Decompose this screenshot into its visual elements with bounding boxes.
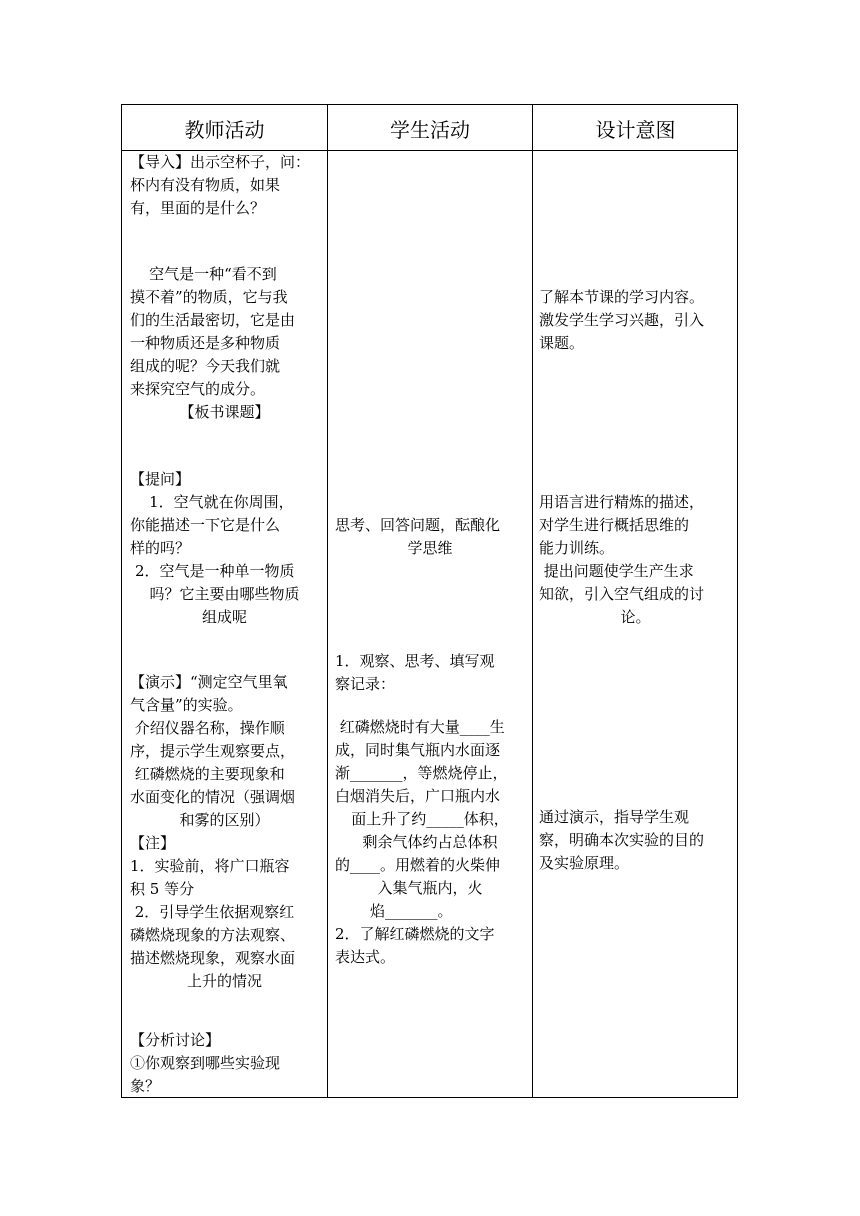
text-line: 2．空气是一种单一物质 [135,562,295,580]
text-line: 1．实验前，将广口瓶容 [130,857,290,875]
text-line: 1．观察、思考、填写观 [335,652,495,670]
text-line: 描述燃烧现象，观察水面 [130,949,296,967]
text-line: 及实验原理。 [539,854,630,872]
text-line: 组成的呢？今天我们就 [130,357,281,375]
text-line: 察，明确本次实验的目的 [539,831,705,849]
text-line: 【提问】 [130,470,191,488]
text-line: 2．引导学生依据观察红 [130,903,295,921]
column-divider [327,105,328,1097]
text-line: 表达式。 [335,948,396,966]
text-line: 成，同时集气瓶内水面逐 [335,741,501,759]
header-design-intent: 设计意图 [595,117,676,142]
note-heading: 【注】 [130,834,176,852]
text-line: 一种物质还是多种物质 [130,334,281,352]
text-line: 对学生进行概括思维的 [539,516,690,534]
text-line: 吗？它主要由哪些物质 [149,585,300,603]
text-line: 知欲，引入空气组成的讨 [539,585,705,603]
text-line: 焰_______。 [370,902,453,920]
text-line: 水面变化的情况（强调烟 [130,788,296,806]
text-line: 来探究空气的成分。 [130,380,266,398]
text-line: 气含量”的实验。 [130,696,243,714]
text-line: 介绍仪器名称，操作顺 [130,719,285,737]
text-line: 样的吗？ [130,539,191,557]
text-line: 学思维 [407,539,453,557]
text-line: 面上升了约_____体积， [351,810,509,828]
text-line: 察记录： [335,675,396,693]
text-line: 了解本节课的学习内容。 [539,288,705,306]
text-line: 2．了解红磷燃烧的文字 [335,925,495,943]
text-line: 红磷燃烧时有大量____生 [335,718,505,736]
text-line: 有，里面的是什么？ [130,199,266,217]
text-line: 思考、回答问题，酝酿化 [335,516,501,534]
text-line: 序，提示学生观察要点， [130,742,296,760]
text-line: 能力训练。 [539,539,615,557]
text-line: 空气是一种“看不到 [130,265,277,283]
text-line: 【导入】出示空杯子，问： [130,153,311,171]
text-line: 组成呢 [201,608,247,626]
text-line: 红磷燃烧的主要现象和 [130,765,285,783]
text-line: 课题。 [539,334,585,352]
text-line: ①你观察到哪些实验现 [130,1054,281,1072]
header-student-activity: 学生活动 [390,117,470,142]
text-line: 你能描述一下它是什么 [130,516,281,534]
column-divider [532,105,533,1097]
text-line: 摸不着”的物质，它与我 [130,288,288,306]
lesson-plan-table [121,104,738,1098]
text-line: 激发学生学习兴趣，引入 [539,311,705,329]
text-line: 论。 [620,608,651,626]
header-teacher-activity: 教师活动 [184,117,265,142]
text-line: 通过演示，指导学生观 [539,808,690,826]
text-line: 上升的情况 [186,972,262,990]
text-line: 白烟消失后，广口瓶内水 [335,787,501,805]
text-line: 和雾的区别） [179,811,270,829]
text-line: 渐_______，等燃烧停止， [335,764,508,782]
board-title: 【板书课题】 [179,403,270,421]
text-line: 积 5 等分 [130,880,195,898]
text-line: 提出问题使学生产生求 [539,562,694,580]
text-line: 的____。用燃着的火柴伸 [335,856,501,874]
text-line: 剩余气体约占总体积 [362,833,498,851]
text-line: 象？ [130,1077,161,1095]
text-line: 磷燃烧现象的方法观察、 [130,926,296,944]
text-line: 【分析讨论】 [130,1031,221,1049]
text-line: 们的生活最密切，它是由 [130,311,296,329]
text-line: 杯内有没有物质，如果 [130,176,281,194]
text-line: 用语言进行精炼的描述， [539,493,705,511]
text-line: 入集气瓶内，火 [377,879,483,897]
text-line: 【演示】“测定空气里氧 [130,673,288,691]
text-line: 1．空气就在你周围， [130,493,294,511]
